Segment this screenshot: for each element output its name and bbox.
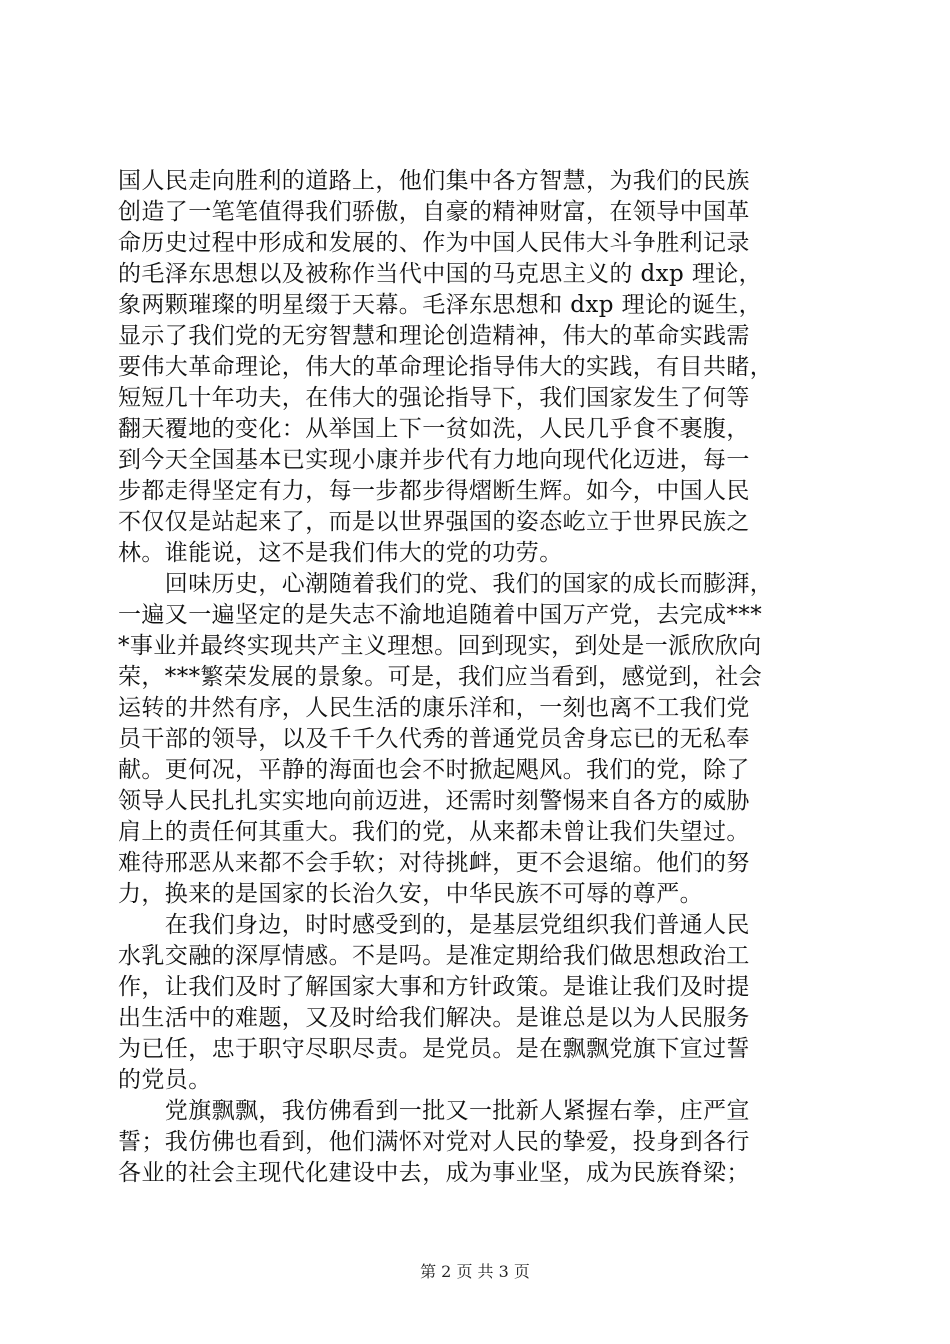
text-line: 作，让我们及时了解国家大事和方针政策。是谁让我们及时提 — [118, 974, 750, 1000]
text-line: 各业的社会主现代化建设中去，成为事业坚，成为民族脊梁； — [118, 1160, 750, 1186]
text-line: 林。谁能说，这不是我们伟大的党的功劳。 — [118, 540, 563, 566]
text-line: 肩上的责任何其重大。我们的党，从来都未曾让我们失望过。 — [118, 819, 750, 845]
text-line: 为已任，忠于职守尽职尽责。是党员。是在飘飘党旗下宣过誓 — [118, 1036, 750, 1062]
text-line: 员干部的领导，以及千千久代秀的普通党员舍身忘已的无私奉 — [118, 726, 750, 752]
text-line: *事业并最终实现共产主义理想。回到现实，到处是一派欣欣向 — [118, 633, 762, 659]
text-line: 荣，***繁荣发展的景象。可是，我们应当看到，感觉到，社会 — [118, 664, 763, 690]
text-line: 短短几十年功夫，在伟大的强论指导下，我们国家发生了何等 — [118, 385, 750, 411]
text-line: 到今天全国基本已实现小康并步代有力地向现代化迈进，每一 — [118, 447, 750, 473]
text-line: 党旗飘飘，我仿佛看到一批又一批新人紧握右拳，庄严宣 — [118, 1098, 750, 1124]
text-line: 不仅仅是站起来了，而是以世界强国的姿态屹立于世界民族之 — [118, 509, 750, 535]
text-line: 水乳交融的深厚情感。不是吗。是准定期给我们做思想政治工 — [118, 943, 750, 969]
text-line: 难待邢恶从来都不会手软；对待挑衅，更不会退缩。他们的努 — [118, 850, 750, 876]
text-line: 国人民走向胜利的道路上，他们集中各方智慧，为我们的民族 — [118, 168, 750, 194]
text-line: 誓；我仿佛也看到，他们满怀对党对人民的挚爱，投身到各行 — [118, 1129, 750, 1155]
text-line: 的毛泽东思想以及被称作当代中国的马克思主义的 dxp 理论， — [118, 261, 763, 287]
text-line: 的党员。 — [118, 1067, 212, 1093]
text-line: 翻天覆地的变化：从举国上下一贫如洗，人民几乎食不裹腹， — [118, 416, 750, 442]
text-line: 步都走得坚定有力，每一步都步得熠断生辉。如今，中国人民 — [118, 478, 750, 504]
body-text — [118, 166, 838, 1189]
text-line: 运转的井然有序，人民生活的康乐洋和，一刻也离不工我们党 — [118, 695, 750, 721]
text-line: 献。更何况，平静的海面也会不时掀起飓风。我们的党，除了 — [118, 757, 750, 783]
text-line: 象两颗璀璨的明星缀于天幕。毛泽东思想和 dxp 理论的诞生， — [118, 292, 763, 318]
text-line: 出生活中的难题，又及时给我们解决。是谁总是以为人民服务 — [118, 1005, 750, 1031]
text-line: 创造了一笔笔值得我们骄傲，自豪的精神财富，在领导中国革 — [118, 199, 750, 225]
text-line: 力，换来的是国家的长治久安，中华民族不可辱的尊严。 — [118, 881, 703, 907]
text-line: 领导人民扎扎实实地向前迈进，还需时刻警惕来自各方的威胁 — [118, 788, 750, 814]
text-line: 命历史过程中形成和发展的、作为中国人民伟大斗争胜利记录 — [118, 230, 750, 256]
page-footer: 第 2 页 共 3 页 — [420, 1262, 530, 1281]
text-line: 在我们身边，时时感受到的，是基层党组织我们普通人民 — [118, 912, 750, 938]
text-line: 要伟大革命理论，伟大的革命理论指导伟大的实践，有目共睹， — [118, 354, 774, 380]
text-line: 一遍又一遍坚定的是失志不渝地追随着中国万产党，去完成*** — [118, 602, 763, 628]
text-line: 显示了我们党的无穷智慧和理论创造精神，伟大的革命实践需 — [118, 323, 750, 349]
text-line: 回味历史，心潮随着我们的党、我们的国家的成长而膨湃， — [118, 571, 774, 597]
